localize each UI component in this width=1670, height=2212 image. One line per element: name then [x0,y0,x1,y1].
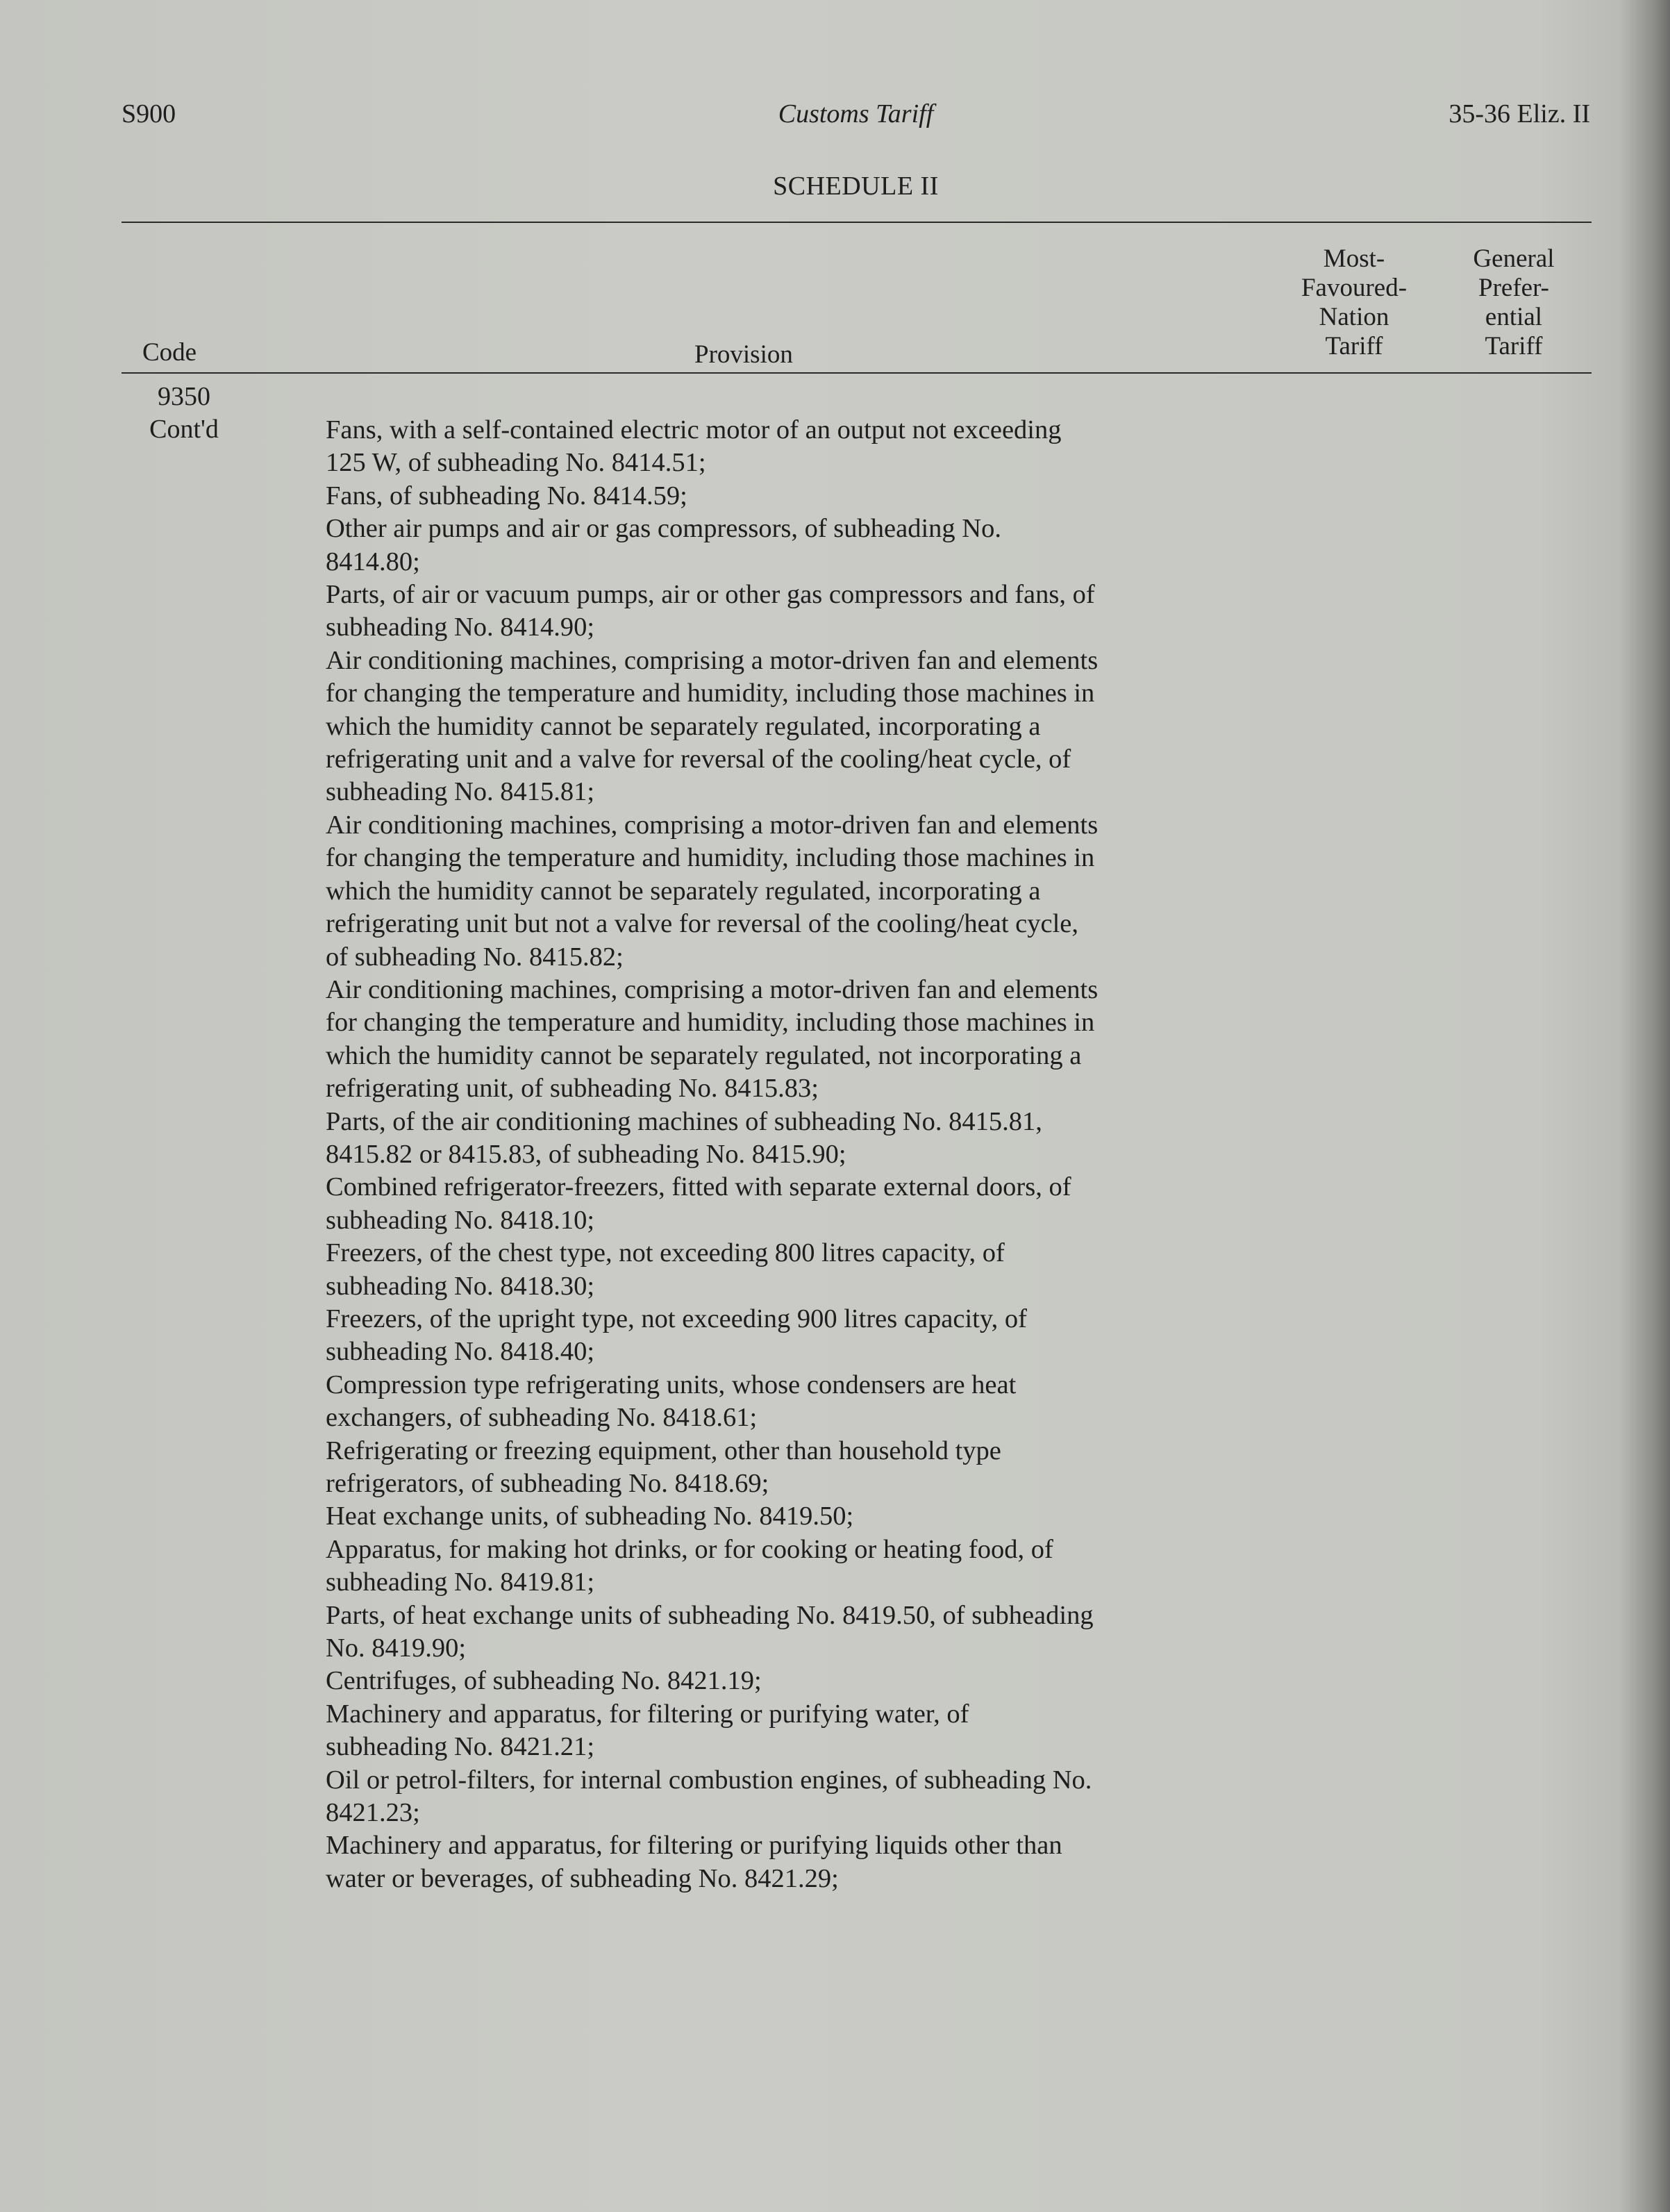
provision-line: which the humidity cannot be separately regulated, incorporating a [326,711,1041,741]
provision-line: refrigerators, of subheading No. 8418.69; [326,1469,769,1498]
column-header-gpt-tariff [1451,244,1576,361]
provision-line: subheading No. 8418.40; [326,1337,595,1367]
provision-line: subheading No. 8421.21; [326,1732,595,1762]
provision-line: Oil or petrol-filters, for internal combustion engines, of subheading No. [326,1765,1092,1795]
provision-line: subheading No. 8414.90; [326,613,595,642]
page-number: S900 [122,99,176,128]
provision-line: Parts, of heat exchange units of subheading No. 8419.50, of subheading [326,1600,1094,1630]
provision-line: Parts, of the air conditioning machines of subheading No. 8415.81, [326,1106,1042,1136]
provision-line: Fans, with a self-contained electric motor of an output not exceeding [326,415,1062,444]
provision-line: subheading No. 8418.10; [326,1205,595,1235]
provision-line: refrigerating unit and a valve for reversal of the cooling/heat cycle, of [326,745,1071,774]
top-rule [122,222,1592,223]
provision-line: subheading No. 8419.81; [326,1567,595,1597]
code-continued: Cont'd [149,415,219,444]
schedule-title: SCHEDULE II [773,172,939,201]
provision-line: Refrigerating or freezing equipment, other than household type [326,1436,1001,1465]
provision-line: 8415.82 or 8415.83, of subheading No. 8415.90; [326,1139,846,1169]
provision-line: of subheading No. 8415.82; [326,942,624,972]
provision-text [326,414,1270,1895]
provision-line: Combined refrigerator-freezers, fitted with separate external doors, of [326,1172,1071,1202]
header-line: Prefer- [1478,274,1549,302]
provision-line: Machinery and apparatus, for filtering or purifying water, of [326,1699,969,1729]
header-line: Nation [1319,303,1389,331]
provision-line: water or beverages, of subheading No. 8421.29; [326,1863,839,1893]
provision-line: refrigerating unit, of subheading No. 8415.83; [326,1074,819,1104]
tariff-code [132,381,236,446]
provision-line: for changing the temperature and humidity, including those machines in [326,843,1095,873]
provision-line: 8414.80; [326,547,420,576]
provision-line: for changing the temperature and humidity, including those machines in [326,1008,1095,1038]
provision-line: for changing the temperature and humidity, including those machines in [326,679,1095,708]
running-head [122,99,1590,140]
provision-line: exchangers, of subheading No. 8418.61; [326,1403,758,1433]
provision-line: Apparatus, for making hot drinks, or for cooking or heating food, of [326,1534,1053,1564]
header-line: ential [1485,303,1543,331]
header-line: Most- [1323,244,1385,273]
provision-line: Air conditioning machines, comprising a motor-driven fan and elements [326,974,1099,1004]
provision-line: No. 8419.90; [326,1633,467,1663]
header-line: Tariff [1485,332,1543,360]
header-line: Favoured- [1301,274,1408,302]
header-rule [122,372,1592,374]
column-header-code: Code [142,338,197,367]
session-label: 35-36 Eliz. II [1448,99,1590,128]
provision-line: refrigerating unit but not a valve for reversal of the cooling/heat cycle, [326,909,1078,939]
code-number: 9350 [158,382,210,411]
provision-line: Machinery and apparatus, for filtering or purifying liquids other than [326,1831,1062,1861]
provision-line: which the humidity cannot be separately regulated, not incorporating a [326,1040,1082,1070]
column-header-mfn-tariff [1295,244,1413,361]
provision-line: Air conditioning machines, comprising a motor-driven fan and elements [326,645,1099,675]
header-line: Tariff [1325,332,1383,360]
provision-line: subheading No. 8418.30; [326,1271,595,1301]
header-line: General [1473,244,1555,273]
publication-title: Customs Tariff [778,99,934,128]
provision-line: Parts, of air or vacuum pumps, air or other gas compressors and fans, of [326,580,1095,610]
provision-line: Fans, of subheading No. 8414.59; [326,481,687,510]
provision-line: Air conditioning machines, comprising a motor-driven fan and elements [326,810,1099,840]
provision-line: 8421.23; [326,1798,420,1828]
column-header-provision: Provision [694,340,793,369]
provision-line: Heat exchange units, of subheading No. 8419.50; [326,1502,854,1531]
provision-line: Freezers, of the chest type, not exceeding 800 litres capacity, of [326,1238,1005,1268]
provision-line: Freezers, of the upright type, not exceeding 900 litres capacity, of [326,1304,1027,1333]
provision-line: 125 W, of subheading No. 8414.51; [326,448,706,478]
provision-line: which the humidity cannot be separately regulated, incorporating a [326,876,1041,906]
provision-line: Centrifuges, of subheading No. 8421.19; [326,1666,762,1696]
provision-line: Other air pumps and air or gas compressors, of subheading No. [326,514,1001,544]
provision-line: Compression type refrigerating units, whose condensers are heat [326,1370,1017,1399]
provision-line: subheading No. 8415.81; [326,777,595,807]
